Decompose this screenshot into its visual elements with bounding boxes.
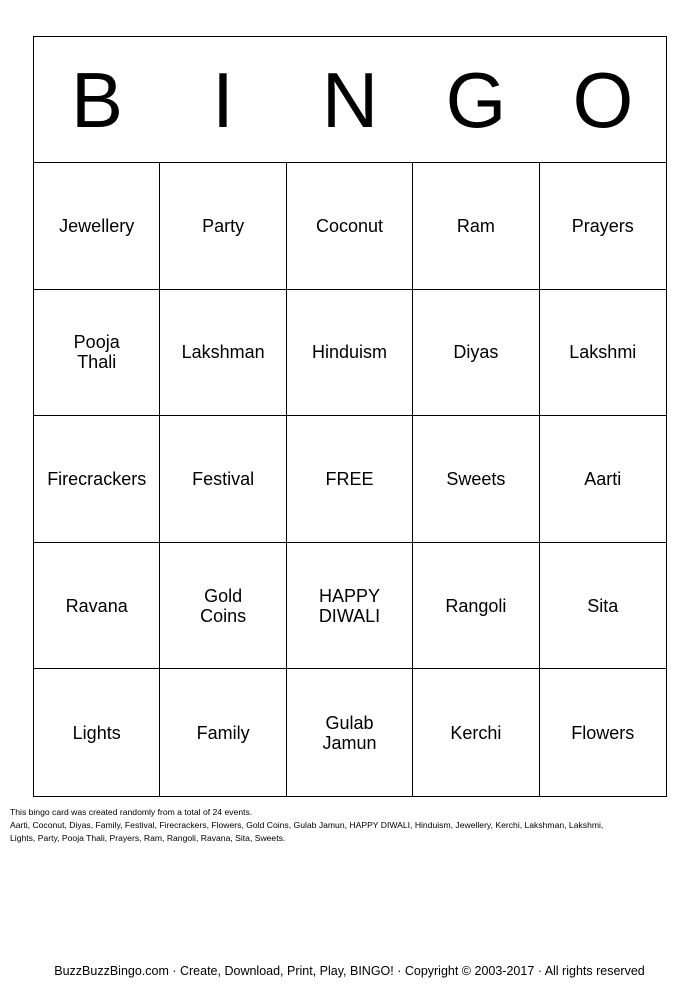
cell-label: Kerchi	[450, 722, 502, 743]
cell-label: Pooja Thali	[73, 332, 120, 373]
bingo-cell	[413, 163, 539, 290]
cell-label: Party	[202, 215, 245, 236]
header-letter-o: O	[572, 55, 634, 144]
bingo-cell	[160, 669, 286, 796]
cell-label: Jewellery	[59, 215, 135, 236]
cell-label: Family	[196, 722, 250, 743]
page-footer: BuzzBuzzBingo.com · Create, Download, Print, Play, BINGO! · Copyright © 2003-2017 · All rights reserved	[54, 964, 645, 978]
bingo-cell	[540, 290, 666, 417]
bingo-cell	[160, 416, 286, 543]
bingo-cell	[540, 543, 666, 670]
header-letter-i: I	[212, 55, 234, 144]
bingo-header	[34, 37, 666, 163]
cell-label: Ravana	[65, 595, 128, 616]
cell-label: HAPPY DIWALI	[318, 585, 381, 626]
bingo-cell	[287, 543, 413, 670]
bingo-cell	[287, 669, 413, 796]
bingo-cell	[34, 543, 160, 670]
bingo-cell	[413, 290, 539, 417]
bingo-cell	[287, 290, 413, 417]
header-letter-n: N	[321, 55, 379, 144]
bingo-cell	[413, 416, 539, 543]
bingo-cell	[34, 290, 160, 417]
bingo-cell	[287, 163, 413, 290]
bingo-cell	[160, 163, 286, 290]
bingo-card	[33, 36, 667, 797]
cell-label: Rangoli	[445, 595, 507, 616]
header-letter-b: B	[70, 55, 124, 144]
cell-label: Aarti	[584, 468, 622, 489]
cell-label: Gulab Jamun	[322, 712, 377, 753]
cell-label: Sita	[587, 595, 619, 616]
bingo-cell	[34, 669, 160, 796]
bingo-cell	[34, 416, 160, 543]
bingo-cell	[540, 416, 666, 543]
cell-label: Coconut	[315, 215, 384, 236]
cell-label: Lakshmi	[569, 342, 637, 363]
free-space-cell	[287, 416, 413, 543]
bingo-grid	[34, 163, 666, 796]
cell-label: Gold Coins	[200, 585, 247, 626]
cell-label: Festival	[192, 468, 255, 489]
cell-label: Ram	[456, 215, 495, 236]
cell-label: Flowers	[571, 722, 635, 743]
cell-label: Diyas	[453, 342, 499, 363]
cell-label: Prayers	[571, 215, 634, 236]
header-letter-g: G	[445, 55, 507, 144]
cell-label: Hinduism	[311, 342, 387, 363]
bingo-cell	[160, 290, 286, 417]
notes-intro: This bingo card was created randomly from a total of 24 events.	[10, 807, 253, 817]
bingo-cell	[34, 163, 160, 290]
cell-label: Firecrackers	[47, 468, 147, 489]
bingo-cell	[540, 669, 666, 796]
bingo-cell	[540, 163, 666, 290]
cell-label: Lakshman	[181, 342, 265, 363]
bingo-cell	[413, 543, 539, 670]
cell-label: FREE	[325, 468, 374, 489]
bingo-cell	[160, 543, 286, 670]
cell-label: Lights	[72, 722, 121, 743]
bingo-cell	[413, 669, 539, 796]
cell-label: Sweets	[446, 468, 506, 489]
notes-events-line-1: Aarti, Coconut, Diyas, Family, Festival, Firecrackers, Flowers, Gold Coins, Gulab Jamun, HAPPY DIWALI, Hinduism, Jewellery, Kerchi, Lakshman, Lakshmi,	[10, 820, 604, 830]
notes-events-line-2: Lights, Party, Pooja Thali, Prayers, Ram, Rangoli, Ravana, Sita, Sweets.	[10, 833, 286, 843]
card-notes	[10, 806, 690, 845]
